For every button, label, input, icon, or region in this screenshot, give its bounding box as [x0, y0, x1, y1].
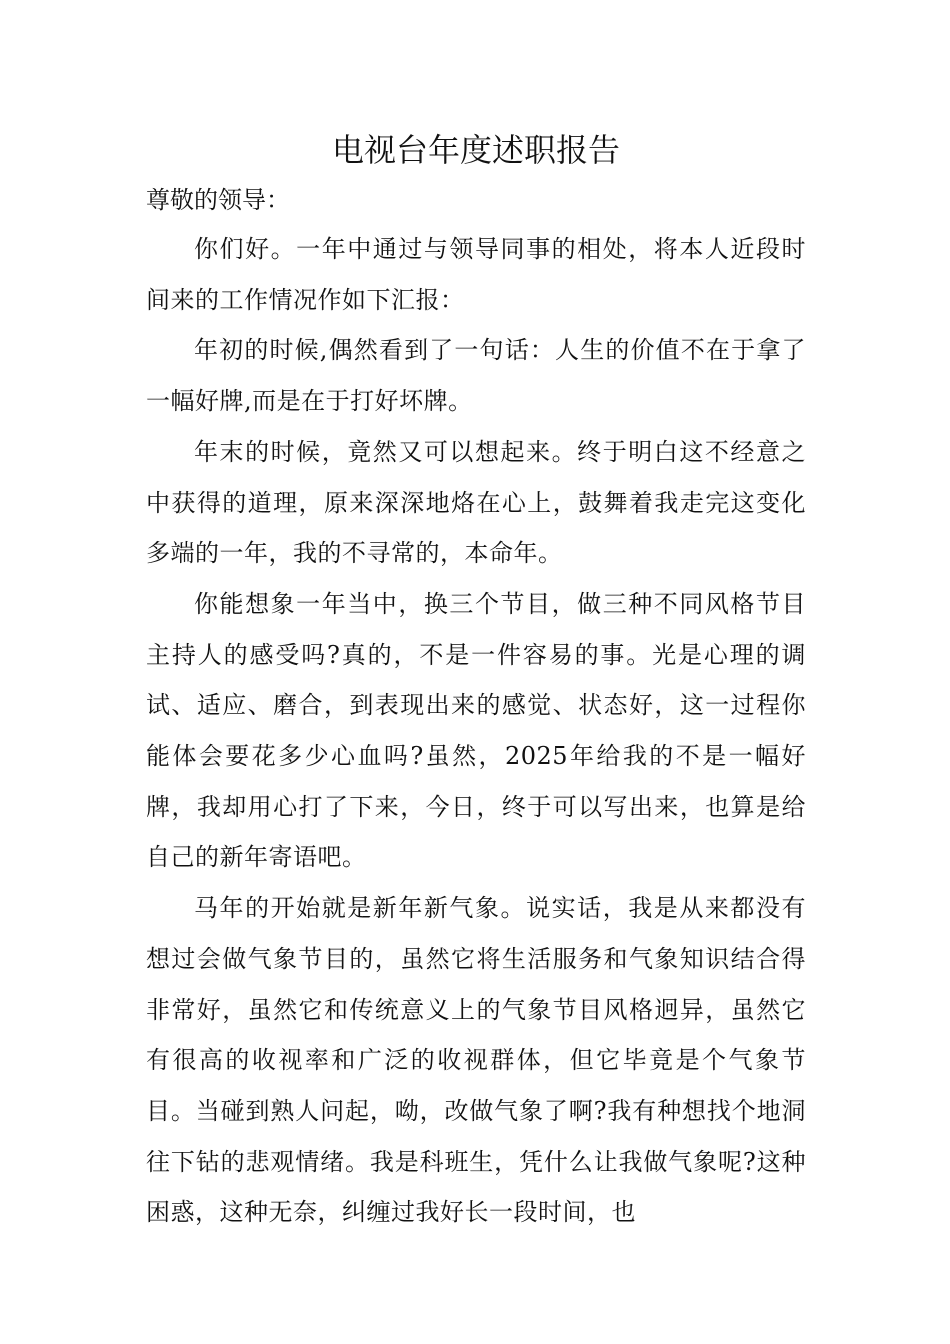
- paragraph-year-end-reflection: 年末的时候，竟然又可以想起来。终于明白这不经意之中获得的道理，原来深深地烙在心上，鼓舞着我走完这变化多端的一年，我的不寻常的，本命年。: [146, 437, 806, 568]
- document-title: 电视台年度述职报告: [331, 131, 620, 169]
- salutation: 尊敬的领导：: [146, 186, 290, 214]
- paragraph-weather-program: 马年的开始就是新年新气象。说实话，我是从来都没有想过会做气象节目的，虽然它将生活服务和气象知识结合得非常好，虽然它和传统意义上的气象节目风格迥异，虽然它有很高的收视率和广泛的收视群体，但它毕竟是个气象节目。当碰到熟人问起，呦，改做气象了啊?我有种想找个地洞往下钻的悲观情绪。我是科班生，凭什么让我做气象呢?这种困惑，这种无奈，纠缠过我好长一段时间，也: [146, 894, 806, 1227]
- paragraph-three-programs: 你能想象一年当中，换三个节目，做三种不同风格节目主持人的感受吗?真的，不是一件容易的事。光是心理的调试、适应、磨合，到表现出来的感觉、状态好，这一过程你能体会要花多少心血吗?虽然，2025年给我的不是一幅好牌，我却用心打了下来，今日，终于可以写出来，也算是给自己的新年寄语吧。: [146, 589, 806, 872]
- paragraph-greeting: 你们好。一年中通过与领导同事的相处，将本人近段时间来的工作情况作如下汇报：: [146, 235, 806, 314]
- document-body: [146, 124, 806, 1238]
- paragraph-new-year-quote: 年初的时候,偶然看到了一句话：人生的价值不在于拿了一幅好牌,而是在于打好坏牌。: [146, 336, 806, 416]
